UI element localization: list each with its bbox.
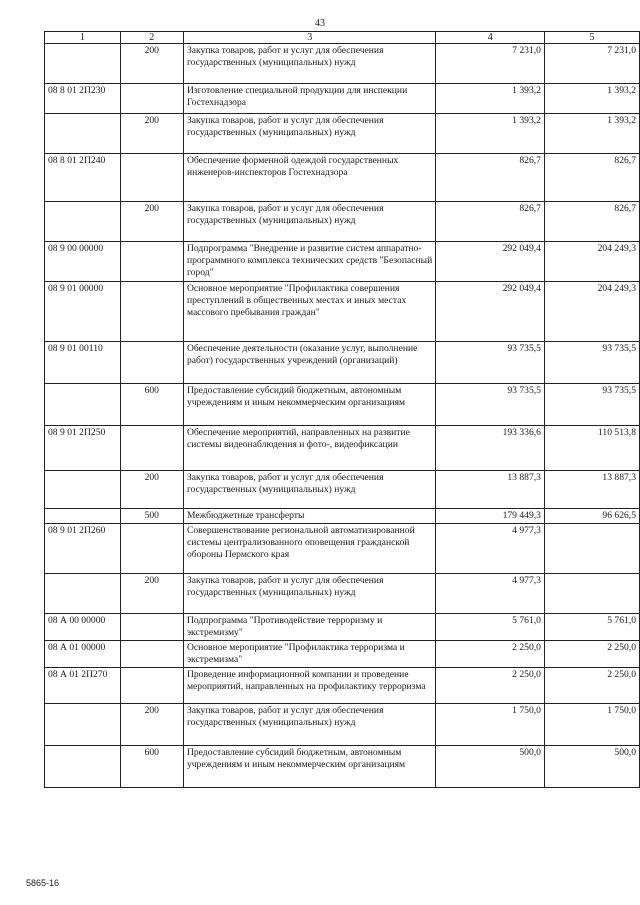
expense-type-cell (120, 342, 183, 384)
code-cell: 08 9 01 00000 (45, 282, 121, 342)
description-cell: Проведение информационной компании и проведение мероприятий, направленных на профилактику терроризма (183, 668, 436, 704)
amount-cell-year1: 1 750,0 (436, 704, 544, 746)
expense-type-cell (120, 426, 183, 471)
description-cell: Закупка товаров, работ и услуг для обеспечения государственных (муниципальных) нужд (183, 114, 436, 154)
amount-cell-year2 (544, 574, 639, 614)
description-cell: Подпрограмма "Внедрение и развитие систем аппаратно-программного комплекса технических средств "Безопасный город" (183, 242, 436, 282)
code-cell (45, 704, 121, 746)
amount-cell-year2: 96 626,5 (544, 509, 639, 524)
amount-cell-year1: 7 231,0 (436, 44, 544, 84)
expense-type-cell (120, 154, 183, 202)
amount-cell-year1: 4 977,3 (436, 524, 544, 574)
table-row (45, 524, 640, 574)
amount-cell-year2: 500,0 (544, 746, 639, 788)
amount-cell-year1: 93 735,5 (436, 384, 544, 426)
column-header: 4 (436, 32, 544, 44)
amount-cell-year2: 826,7 (544, 154, 639, 202)
code-cell: 08 9 01 00110 (45, 342, 121, 384)
code-cell: 08 9 00 00000 (45, 242, 121, 282)
column-header: 2 (120, 32, 183, 44)
description-cell: Закупка товаров, работ и услуг для обеспечения государственных (муниципальных) нужд (183, 202, 436, 242)
amount-cell-year2: 110 513,8 (544, 426, 639, 471)
table-row (45, 509, 640, 524)
amount-cell-year1: 2 250,0 (436, 641, 544, 668)
budget-table (44, 31, 640, 788)
table-row (45, 574, 640, 614)
code-cell (45, 202, 121, 242)
amount-cell-year2: 93 735,5 (544, 384, 639, 426)
description-cell: Основное мероприятие "Профилактика терроризма и экстремизма" (183, 641, 436, 668)
amount-cell-year1: 179 449,3 (436, 509, 544, 524)
column-header: 3 (183, 32, 436, 44)
amount-cell-year1: 292 049,4 (436, 242, 544, 282)
amount-cell-year1: 93 735,5 (436, 342, 544, 384)
code-cell (45, 384, 121, 426)
description-cell: Межбюджетные трансферты (183, 509, 436, 524)
expense-type-cell: 200 (120, 574, 183, 614)
expense-type-cell (120, 641, 183, 668)
description-cell: Предоставление субсидий бюджетным, автономным учреждениям и иным некоммерческим организациям (183, 384, 436, 426)
expense-type-cell (120, 242, 183, 282)
code-cell (45, 746, 121, 788)
table-row (45, 114, 640, 154)
amount-cell-year1: 1 393,2 (436, 114, 544, 154)
description-cell: Закупка товаров, работ и услуг для обеспечения государственных (муниципальных) нужд (183, 704, 436, 746)
table-row (45, 704, 640, 746)
description-cell: Изготовление специальной продукции для инспекции Гостехнадзора (183, 84, 436, 114)
column-header: 5 (544, 32, 639, 44)
table-row (45, 668, 640, 704)
code-cell: 08 9 01 2П260 (45, 524, 121, 574)
table-row (45, 641, 640, 668)
amount-cell-year2: 13 887,3 (544, 471, 639, 509)
expense-type-cell (120, 524, 183, 574)
table-row (45, 44, 640, 84)
description-cell: Закупка товаров, работ и услуг для обеспечения государственных (муниципальных) нужд (183, 574, 436, 614)
table-row (45, 471, 640, 509)
amount-cell-year1: 826,7 (436, 202, 544, 242)
description-cell: Обеспечение форменной одеждой государственных инженеров-инспекторов Гостехнадзора (183, 154, 436, 202)
table-row (45, 426, 640, 471)
amount-cell-year2: 204 249,3 (544, 242, 639, 282)
amount-cell-year1: 13 887,3 (436, 471, 544, 509)
code-cell (45, 44, 121, 84)
amount-cell-year2 (544, 524, 639, 574)
page-number: 43 (315, 18, 325, 29)
table-row (45, 84, 640, 114)
code-cell: 08 8 01 2П240 (45, 154, 121, 202)
table-row (45, 384, 640, 426)
description-cell: Подпрограмма "Противодействие терроризму и экстремизму" (183, 614, 436, 641)
expense-type-cell: 200 (120, 114, 183, 154)
amount-cell-year2: 1 750,0 (544, 704, 639, 746)
table-row (45, 154, 640, 202)
description-cell: Закупка товаров, работ и услуг для обеспечения государственных (муниципальных) нужд (183, 471, 436, 509)
description-cell: Предоставление субсидий бюджетным, автономным учреждениям и иным некоммерческим организациям (183, 746, 436, 788)
table-header-row (45, 32, 640, 44)
expense-type-cell: 600 (120, 384, 183, 426)
expense-type-cell: 200 (120, 704, 183, 746)
document-code: 5865-16 (26, 878, 60, 888)
description-cell: Обеспечение деятельности (оказание услуг, выполнение работ) государственных учреждений (организаций) (183, 342, 436, 384)
expense-type-cell: 600 (120, 746, 183, 788)
expense-type-cell (120, 282, 183, 342)
expense-type-cell: 500 (120, 509, 183, 524)
amount-cell-year2: 1 393,2 (544, 84, 639, 114)
expense-type-cell: 200 (120, 44, 183, 84)
amount-cell-year1: 2 250,0 (436, 668, 544, 704)
table-row (45, 282, 640, 342)
code-cell: 08 А 00 00000 (45, 614, 121, 641)
code-cell: 08 9 01 2П250 (45, 426, 121, 471)
code-cell: 08 8 01 2П230 (45, 84, 121, 114)
expense-type-cell (120, 668, 183, 704)
column-header: 1 (45, 32, 121, 44)
amount-cell-year1: 193 336,6 (436, 426, 544, 471)
amount-cell-year1: 826,7 (436, 154, 544, 202)
amount-cell-year2: 826,7 (544, 202, 639, 242)
code-cell: 08 А 01 00000 (45, 641, 121, 668)
amount-cell-year2: 2 250,0 (544, 641, 639, 668)
amount-cell-year2: 204 249,3 (544, 282, 639, 342)
amount-cell-year2: 1 393,2 (544, 114, 639, 154)
expense-type-cell (120, 84, 183, 114)
table-row (45, 202, 640, 242)
description-cell: Совершенствование региональной автоматизированной системы централизованного оповещения гражданской обороны Пермского края (183, 524, 436, 574)
description-cell: Закупка товаров, работ и услуг для обеспечения государственных (муниципальных) нужд (183, 44, 436, 84)
amount-cell-year2: 5 761,0 (544, 614, 639, 641)
code-cell: 08 А 01 2П270 (45, 668, 121, 704)
table-row (45, 746, 640, 788)
expense-type-cell: 200 (120, 202, 183, 242)
table-row (45, 614, 640, 641)
description-cell: Обеспечение мероприятий, направленных на развитие системы видеонаблюдения и фото-, видеофиксации (183, 426, 436, 471)
code-cell (45, 114, 121, 154)
amount-cell-year1: 292 049,4 (436, 282, 544, 342)
expense-type-cell (120, 614, 183, 641)
amount-cell-year1: 5 761,0 (436, 614, 544, 641)
amount-cell-year1: 500,0 (436, 746, 544, 788)
code-cell (45, 471, 121, 509)
amount-cell-year1: 4 977,3 (436, 574, 544, 614)
table-row (45, 342, 640, 384)
amount-cell-year1: 1 393,2 (436, 84, 544, 114)
code-cell (45, 574, 121, 614)
code-cell (45, 509, 121, 524)
amount-cell-year2: 2 250,0 (544, 668, 639, 704)
amount-cell-year2: 7 231,0 (544, 44, 639, 84)
expense-type-cell: 200 (120, 471, 183, 509)
description-cell: Основное мероприятие "Профилактика совершения преступлений в общественных местах и иных местах массового пребывания граждан" (183, 282, 436, 342)
table-row (45, 242, 640, 282)
amount-cell-year2: 93 735,5 (544, 342, 639, 384)
